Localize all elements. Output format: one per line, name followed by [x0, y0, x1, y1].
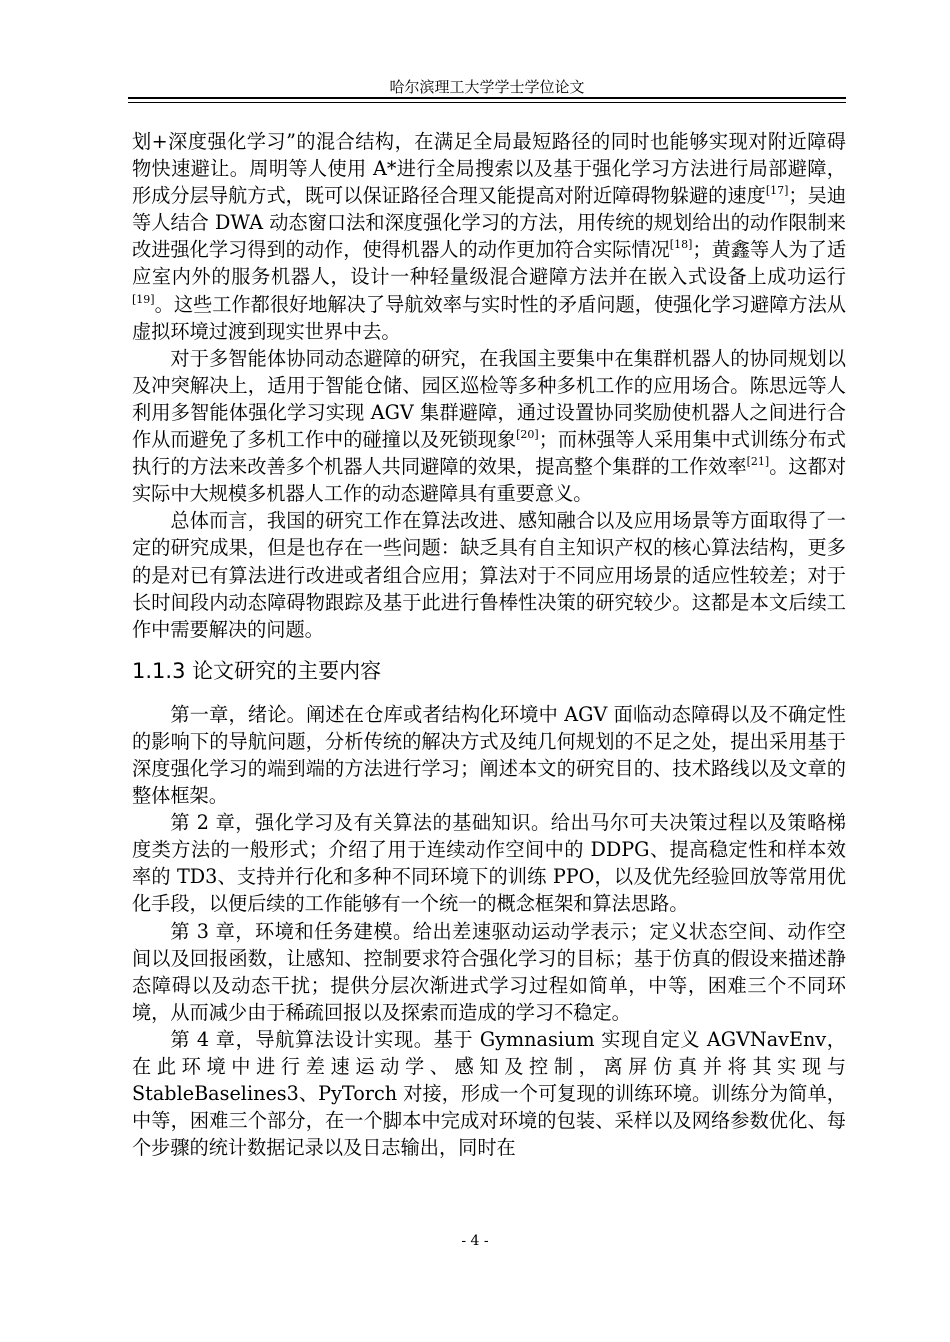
citation-17: [17]	[765, 184, 789, 198]
body-text	[132, 128, 846, 1161]
paragraph-3: 总体而言，我国的研究工作在算法改进、感知融合以及应用场景等方面取得了一定的研究成果，但是也存在一些问题：缺乏具有自主知识产权的核心算法结构，更多的是对已有算法进行改进或者组合应用；算法对于不同应用场景的适应性较差；对于长时间段内动态障碍物跟踪及基于此进行鲁棒性决策的研究较少。这都是本文后续工作中需要解决的问题。	[132, 509, 846, 641]
paragraph-chapter-2: 第 2 章，强化学习及有关算法的基础知识。给出马尔可夫决策过程以及策略梯度类方法的一般形式；介绍了用于连续动作空间中的 DDPG、提高稳定性和样本效率的 TD3、支持并行化和多种不同环境下的训练 PPO，以及优先经验回放等常用优化手段，以便后续的工作能够有一个统一的概念框架和算法思路。	[132, 811, 846, 916]
paragraph-chapter-3: 第 3 章，环境和任务建模。给出差速驱动运动学表示；定义状态空间、动作空间以及回报函数，让感知、控制要求符合强化学习的目标；基于仿真的假设来描述静态障碍以及动态干扰；提供分层次渐进式学习过程如简单，中等，困难三个不同环境，从而减少由于稀疏回报以及探索而造成的学习不稳定。	[132, 919, 846, 1024]
page-number: - 4 -	[461, 1233, 489, 1249]
paragraph-1-text-c: ；黄鑫等人为了适应室内外的服务机器人，设计一种轻量级混合避障方法并在嵌入式设备上成功运行	[132, 238, 847, 289]
citation-19: [19]	[132, 292, 155, 306]
paragraph-1	[132, 128, 846, 345]
paragraph-1-text-a: 划+深度强化学习”的混合结构，在满足全局最短路径的同时也能够实现对附近障碍物快速避让。周明等人使用 A*进行全局搜索以及基于强化学习方法进行局部避障，形成分层导航方式，既可以保证路径合理又能提高对附近障碍物躲避的速度	[132, 130, 846, 208]
paragraph-1-text-d: 。这些工作都很好地解决了导航效率与实时性的矛盾问题，使强化学习避障方法从虚拟环境过渡到现实世界中去。	[132, 292, 846, 343]
page-header: 哈尔滨理工大学学士学位论文	[389, 78, 585, 96]
citation-20: [20]	[516, 428, 539, 442]
paragraph-chapter-1: 第一章，绪论。阐述在仓库或者结构化环境中 AGV 面临动态障碍以及不确定性的影响下的导航问题，分析传统的解决方式及纯几何规划的不足之处，提出采用基于深度强化学习的端到端的方法进行学习；阐述本文的研究目的、技术路线以及文章的整体框架。	[132, 702, 846, 808]
paragraph-chapter-4: 第 4 章，导航算法设计实现。基于 Gymnasium 实现自定义 AGVNavEnv，在此环境中进行差速运动学、感知及控制，离屏仿真并将其实现与 StableBaselines3、PyTorch 对接，形成一个可复现的训练环境。训练分为简单，中等，困难三个部分，在一个脚本中完成对环境的包装、采样以及网络参数优化、每个步骤的统计数据记录以及日志输出，同时在	[132, 1027, 846, 1160]
header-rule-thick	[128, 97, 846, 99]
header-rule-thin	[128, 102, 846, 103]
paragraph-2-text-a: 对于多智能体协同动态避障的研究，在我国主要集中在集群机器人的协同规划以及冲突解决上，适用于智能仓储、园区巡检等多种多机工作的应用场合。陈思远等人利用多智能体强化学习实现 AGV 集群避障，通过设置协同奖励使机器人之间进行合作从而避免了多机工作中的碰撞以及死锁现象	[132, 346, 846, 452]
paragraph-2-text-b: ；而林强等人采用集中式训练分布式执行的方法来改善多个机器人共同避障的效果，提高整个集群的工作效率	[132, 428, 846, 479]
paragraph-2-text-c: 。这都对实际中大规模多机器人工作的动态避障具有重要意义。	[132, 455, 847, 506]
citation-18: [18]	[669, 238, 693, 252]
section-title: 1.1.3 论文研究的主要内容	[132, 658, 382, 683]
paragraph-1-text-b: ；吴迪等人结合 DWA 动态窗口法和深度强化学习的方法，用传统的规划给出的动作限制来改进强化学习得到的动作，使得机器人的动作更加符合实际情况	[132, 184, 847, 262]
citation-21: [21]	[746, 455, 770, 469]
paragraph-2	[132, 345, 846, 508]
